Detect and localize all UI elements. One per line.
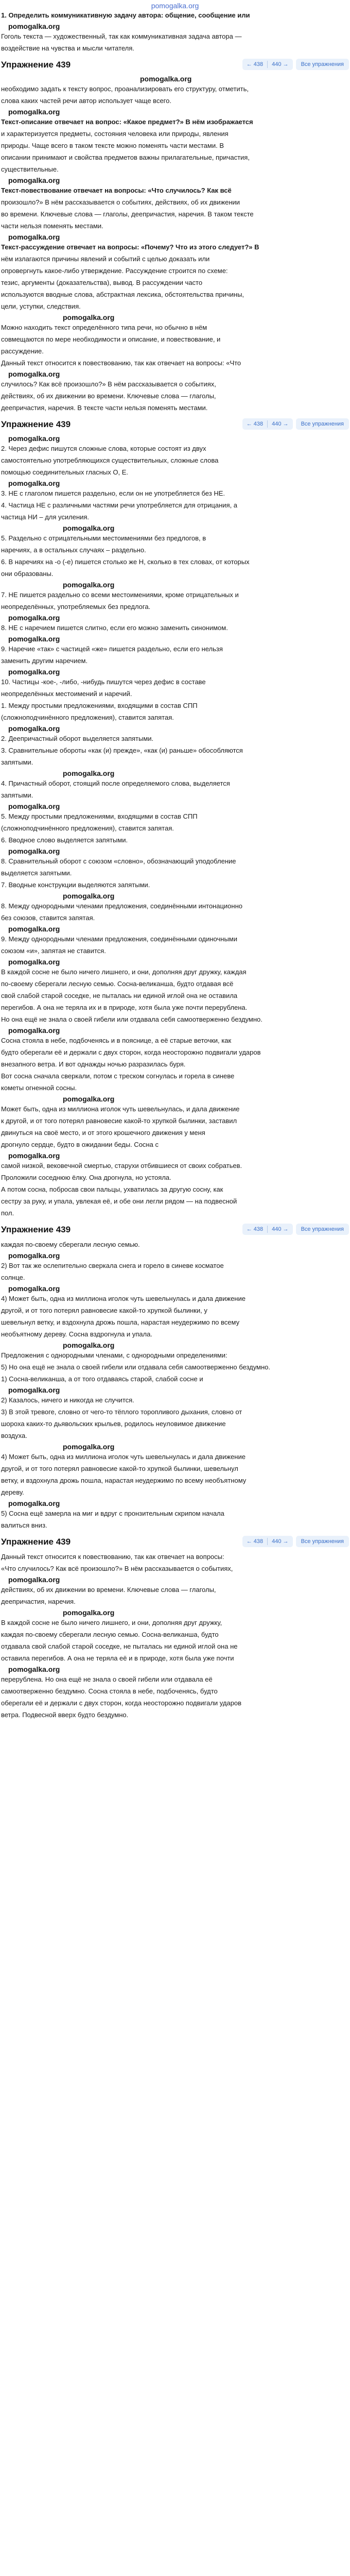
paragraph: воздействие на чувства и мысли читателя. xyxy=(1,44,134,52)
paragraph: 4. Частица НЕ с различными частями речи употребляется для отрицания, а xyxy=(1,501,238,509)
watermark: pomogalka.org xyxy=(8,668,60,676)
paragraph: частица НИ – для усиления. xyxy=(1,513,90,521)
site-host-label: pomogalka.org xyxy=(151,2,199,10)
paragraph: 4) Может быть, одна из миллиона иголок чуть шевельнулась и дала движение xyxy=(1,1453,246,1461)
paragraph: сестру за руку, и упала, увлекая её, и обе они легли рядом — на подвесной xyxy=(1,1197,237,1205)
paragraph: отдавала свой слабой старой соседке, не пыталась ни единой иглой она не xyxy=(1,1642,238,1650)
watermark: pomogalka.org xyxy=(8,1575,60,1584)
next-exercise-button[interactable]: 440 → xyxy=(272,61,289,67)
paragraph: 9. Между однородными членами предложения, соединёнными одиночными xyxy=(1,935,237,943)
paragraph: Текст-повествование отвечает на вопросы: «Что случилось? Как всё xyxy=(1,187,232,194)
block-3 xyxy=(1,444,349,956)
watermark: pomogalka.org xyxy=(8,479,60,487)
paragraph: без союзов, ставится запятая. xyxy=(1,914,95,922)
paragraph: к другой, и от того потерял равновесие какой-то хрупкой былинки, заставил xyxy=(1,1117,237,1125)
paragraph: 2. Через дефис пишутся сложные слова, которые состоят из двух xyxy=(1,445,206,452)
paragraph: Сосна стояла в небе, подбоченясь и в пояснице, а её старые веточки, как xyxy=(1,1037,232,1044)
paragraph: Проложили соседнюю ёлку. Она дрогнула, но устояла. xyxy=(1,1174,171,1181)
all-exercises-button[interactable]: Все упражнения xyxy=(296,1224,349,1235)
paragraph: двинуться на своё место, и от этого крошечного движения у меня xyxy=(1,1129,205,1137)
paragraph: произошло?» В нём рассказывается о событиях, действиях, об их движении xyxy=(1,198,240,206)
paragraph: описании принимают и свойства предметов важны прилагательные, причастия, xyxy=(1,154,250,161)
watermark: pomogalka.org xyxy=(8,1499,60,1507)
paragraph: каждая по-своему сберегали лесную семью. Сосна-великанша, будто xyxy=(1,1631,219,1638)
watermark: pomogalka.org xyxy=(8,233,60,241)
exercise-title: Упражнение 439 xyxy=(1,59,71,70)
paragraph: ветку, и вздохнула дрожь пошла, нарастая неудержимо по всему необъятному xyxy=(1,1477,247,1484)
paragraph: 3. НЕ с глаголом пишется раздельно, если он не употребляется без НЕ. xyxy=(1,489,225,497)
exercise-nav xyxy=(242,418,293,430)
all-exercises-button[interactable]: Все упражнения xyxy=(296,1536,349,1547)
exercise-header xyxy=(1,1533,349,1550)
watermark: pomogalka.org xyxy=(63,1608,115,1617)
paragraph: дереву. xyxy=(1,1488,24,1496)
watermark: pomogalka.org xyxy=(8,108,60,116)
paragraph: цели, уступки, следствия. xyxy=(1,302,81,310)
paragraph: 8. НЕ с наречием пишется слитно, если его можно заменить синонимом. xyxy=(1,624,228,632)
paragraph: дрогнуло сердце, будто в ожидании беды. Сосна с xyxy=(1,1141,159,1148)
paragraph: 4) Может быть, одна из миллиона иголок чуть шевельнулась и дала движение xyxy=(1,1295,246,1302)
paragraph: (сложноподчинённого предложения), ставится запятая. xyxy=(1,714,174,721)
watermark: pomogalka.org xyxy=(63,313,115,321)
next-exercise-button[interactable]: 440 → xyxy=(272,1226,289,1232)
paragraph: рассуждение. xyxy=(1,347,44,355)
paragraph: Текст-рассуждение отвечает на вопросы: «Почему? Что из этого следует?» В xyxy=(1,243,259,251)
paragraph: каждая по-своему сберегали лесную семью. xyxy=(1,1241,140,1248)
exercise-nav xyxy=(242,59,293,70)
paragraph: воздуха. xyxy=(1,1432,27,1439)
paragraph: 5) Но она ещё не знала о своей гибели или отдавала себя самоотверженно бездумно. xyxy=(1,1363,271,1371)
paragraph: совмещаются по мере необходимости и описание, и повествование, и xyxy=(1,335,221,343)
paragraph: оберегали её и держали с двух сторон, когда неосторожно подвигали ударов xyxy=(1,1699,242,1707)
paragraph: 8. Между однородными членами предложения, соединёнными интонационно xyxy=(1,902,242,910)
paragraph: 8. Сравнительный оборот с союзом «словно», обозначающий уподобление xyxy=(1,857,236,865)
paragraph: Но она ещё не знала о своей гибели или отдавала себя самоотверженно бездумно. xyxy=(1,1015,262,1023)
watermark: pomogalka.org xyxy=(8,1284,60,1293)
watermark: pomogalka.org xyxy=(8,434,60,443)
next-exercise-button[interactable]: 440 → xyxy=(272,1538,289,1545)
paragraph: «Что случилось? Как всё произошло?» В нём рассказывается о событиях, xyxy=(1,1565,233,1572)
block-1 xyxy=(1,10,349,53)
paragraph: 6. Вводное слово выделяется запятыми. xyxy=(1,836,128,844)
watermark: pomogalka.org xyxy=(8,802,60,810)
paragraph: 2) Вот так же ослепительно сверкала снега и горело в синеве косматое xyxy=(1,1262,224,1269)
watermark: pomogalka.org xyxy=(8,847,60,855)
paragraph: тезис, аргументы (доказательства), вывод. В рассуждении часто xyxy=(1,279,203,286)
exercise-title: Упражнение 439 xyxy=(1,419,71,429)
block-4 xyxy=(1,967,349,1218)
paragraph: Можно находить текст определённого типа речи, но обычно в нём xyxy=(1,324,207,331)
paragraph: 3) В этой тревоге, словно от чего-то тёплого торопливого дыхания, словно от xyxy=(1,1408,242,1416)
watermark: pomogalka.org xyxy=(63,1341,115,1349)
paragraph: 9. Наречие «так» с частицей «же» пишется раздельно, если его нельзя xyxy=(1,645,223,653)
paragraph: 10. Частицы -кое-, -либо, -нибудь пишутся через дефис в составе xyxy=(1,678,206,686)
paragraph: они образованы. xyxy=(1,570,54,578)
watermark: pomogalka.org xyxy=(8,176,60,184)
paragraph: пол. xyxy=(1,1209,14,1217)
paragraph: во времени. Ключевые слова — глаголы, деепричастия, наречия. В таком тексте xyxy=(1,210,254,218)
block-5 xyxy=(1,1240,349,1530)
watermark: pomogalka.org xyxy=(63,769,115,777)
paragraph: В каждой сосне не было ничего лишнего, и они, дополняя друг дружку, xyxy=(1,1619,222,1626)
paragraph: и характеризуется предметы, состояния человека или природы, явления xyxy=(1,130,229,138)
paragraph: опровергнуть какое-либо утверждение. Рассуждение строится по схеме: xyxy=(1,267,228,275)
paragraph: природы. Чаще всего в таком тексте можно поменять части местами. В xyxy=(1,142,224,149)
all-exercises-button[interactable]: Все упражнения xyxy=(296,418,349,430)
paragraph: существительные. xyxy=(1,165,59,173)
paragraph: 2) Казалось, ничего и никогда не случится. xyxy=(1,1396,134,1404)
paragraph: действиях, об их движении во времени. Ключевые слова — глаголы, xyxy=(1,392,216,400)
paragraph: перегибов. А она не теряла их и в природе, хотя была уже почти перерублена. xyxy=(1,1004,248,1011)
watermark: pomogalka.org xyxy=(8,635,60,643)
paragraph: 5) Сосна ещё замерла на миг и вдруг с пронзительным скрипом начала xyxy=(1,1510,224,1517)
paragraph: Вот сосна сначала сверкали, потом с треском согнулась и горела в синеве xyxy=(1,1072,235,1080)
watermark: pomogalka.org xyxy=(8,614,60,622)
paragraph: помощью соединительных гласных О, Е. xyxy=(1,468,128,476)
watermark: pomogalka.org xyxy=(8,1026,60,1035)
paragraph: наречиях, а в остальных случаях – раздельно. xyxy=(1,546,146,554)
paragraph: Данный текст относится к повествованию, так как отвечает на вопросы: «Что xyxy=(1,359,241,367)
paragraph: 1) Сосна-великанша, а от того отдаваясь старой, слабой сосне и xyxy=(1,1375,203,1383)
paragraph: случилось? Как всё произошло?» В нём рассказывается о событиях, xyxy=(1,380,216,388)
watermark: pomogalka.org xyxy=(8,724,60,733)
paragraph: 5. Между простыми предложениями, входящими в состав СПП xyxy=(1,812,198,820)
exercise-nav xyxy=(242,1224,293,1235)
paragraph: нём излагаются причины явлений и событий с целью доказать или xyxy=(1,255,210,263)
watermark: pomogalka.org xyxy=(8,925,60,933)
watermark: pomogalka.org xyxy=(63,581,115,589)
paragraph: самой низкой, вековечной смертью, старухи отбившиеся от своих собратьев. xyxy=(1,1162,242,1170)
prev-exercise-button[interactable]: ← 438 xyxy=(246,61,264,67)
exercise-nav xyxy=(242,1536,293,1547)
paragraph: неопределённых местоимений и наречий. xyxy=(1,690,132,698)
paragraph: оставила перегибов. А она не теряла её и в природе, хотя была уже почти xyxy=(1,1654,234,1662)
paragraph: части нельзя поменять местами. xyxy=(1,222,103,230)
paragraph: Может быть, одна из миллиона иголок чуть шевельнулась, и дала движение xyxy=(1,1105,240,1113)
paragraph: по-своему сберегали лесную семью. Сосна-великанша, будто отдавая всё xyxy=(1,980,234,988)
paragraph: шороха каких-то дьявольских крыльев, родилось неуловимое движение xyxy=(1,1420,226,1428)
paragraph: запятыми. xyxy=(1,791,33,799)
paragraph: 7. НЕ пишется раздельно со всеми местоимениями, кроме отрицательных и xyxy=(1,591,239,599)
watermark: pomogalka.org xyxy=(63,892,115,900)
watermark: pomogalka.org xyxy=(140,75,192,83)
paragraph: кометы огненной сосны. xyxy=(1,1084,77,1092)
paragraph: перерублена. Но она ещё не знала о своей гибели или отдавала её xyxy=(1,1675,213,1683)
paragraph: необъятному дереву. Сосна вздрогнула и упала. xyxy=(1,1330,152,1338)
paragraph: деепричастия, наречия. В тексте части нельзя поменять местами. xyxy=(1,404,208,412)
prev-exercise-button[interactable]: ← 438 xyxy=(246,420,264,427)
paragraph: А потом сосна, побросав свои пальцы, ухватилась за другую сосну, как xyxy=(1,1185,223,1193)
prev-exercise-button[interactable]: ← 438 xyxy=(246,1538,264,1545)
paragraph: выделяется запятыми. xyxy=(1,869,72,877)
paragraph: неопределённых, употребляемых без предлога. xyxy=(1,603,151,611)
exercise-header xyxy=(1,56,349,73)
watermark: pomogalka.org xyxy=(8,1151,60,1160)
paragraph: Предложения с однородными членами, с однородными определениями: xyxy=(1,1351,227,1359)
exercise-title: Упражнение 439 xyxy=(1,1536,71,1547)
paragraph: другой, и от того потерял равновесие какой-то хрупкой былинки, шевельнул xyxy=(1,1465,238,1472)
paragraph: свой слабой старой соседке, не пыталась ни единой иглой она не оставила xyxy=(1,992,238,999)
paragraph: шевельнул ветку, и вздохнула дрожь пошла, нарастая неудержимо по всему xyxy=(1,1318,240,1326)
watermark: pomogalka.org xyxy=(63,1095,115,1103)
paragraph: 1. Определить коммуникативную задачу автора: общение, сообщение или xyxy=(1,11,250,19)
watermark: pomogalka.org xyxy=(8,1665,60,1673)
paragraph: запятыми. xyxy=(1,758,33,766)
paragraph: будто оберегали её и держали с двух сторон, когда неосторожно подвигали ударов xyxy=(1,1048,261,1056)
watermark: pomogalka.org xyxy=(8,22,60,30)
paragraph: ветра. Подвесной вверх будто бездумно. xyxy=(1,1711,129,1719)
paragraph: самоотверженно бездумно. Сосна стояла в небе, подбоченясь, будто xyxy=(1,1687,218,1695)
paragraph: слова каких частей речи автор использует чаще всего. xyxy=(1,97,171,105)
paragraph: 5. Раздельно с отрицательными местоимениями без предлогов, в xyxy=(1,534,206,542)
exercise-header xyxy=(1,1221,349,1238)
exercise-title: Упражнение 439 xyxy=(1,1224,71,1234)
paragraph: В каждой сосне не было ничего лишнего, и они, дополняя друг дружку, каждая xyxy=(1,968,247,976)
exercise-header xyxy=(1,416,349,432)
paragraph: Гоголь текста — художественный, так как коммуникативная задача автора — xyxy=(1,32,242,40)
paragraph: Текст-описание отвечает на вопрос: «Какое предмет?» В нём изображается xyxy=(1,118,253,126)
paragraph: солнце. xyxy=(1,1274,25,1281)
paragraph: 6. В наречиях на -о (-е) пишется столько же Н, сколько в тех словах, от которых xyxy=(1,558,250,566)
paragraph: действиях, об их движении во времени. Ключевые слова — глаголы, xyxy=(1,1586,216,1594)
block-6 xyxy=(1,1552,349,1720)
paragraph: самостоятельно употребляющихся существительных, сложные слова xyxy=(1,456,219,464)
watermark: pomogalka.org xyxy=(8,1251,60,1260)
paragraph: другой, и от того потерял равновесие какой-то хрупкой былинки, у xyxy=(1,1307,207,1314)
paragraph: 4. Причастный оборот, стоящий после определяемого слова, выделяется xyxy=(1,779,230,787)
prev-exercise-button[interactable]: ← 438 xyxy=(246,1226,264,1232)
paragraph: внезапного ветра. И вот однажды ночью разразилась буря. xyxy=(1,1060,186,1068)
paragraph: 7. Вводные конструкции выделяются запятыми. xyxy=(1,881,150,889)
all-exercises-button[interactable]: Все упражнения xyxy=(296,59,349,70)
paragraph: союзом «и», запятая не ставится. xyxy=(1,947,106,955)
paragraph: (сложноподчинённого предложения), ставится запятая. xyxy=(1,824,174,832)
paragraph: 2. Деепричастный оборот выделяется запятыми. xyxy=(1,735,154,742)
next-exercise-button[interactable]: 440 → xyxy=(272,420,289,427)
watermark: pomogalka.org xyxy=(63,1443,115,1451)
watermark: pomogalka.org xyxy=(8,370,60,378)
watermark: pomogalka.org xyxy=(8,958,60,966)
watermark: pomogalka.org xyxy=(63,524,115,532)
paragraph: 1. Между простыми предложениями, входящими в состав СПП xyxy=(1,702,198,709)
paragraph: необходимо задать к тексту вопрос, проанализировать его структуру, отметить, xyxy=(1,85,249,93)
paragraph: деепричастия, наречия. xyxy=(1,1598,76,1605)
paragraph: валиться вниз. xyxy=(1,1521,47,1529)
paragraph: используются вводные слова, абстрактная лексика, обстоятельства причины, xyxy=(1,291,244,298)
paragraph: 3. Сравнительные обороты «как (и) прежде», «как (и) раньше» обособляются xyxy=(1,747,243,754)
paragraph: Данный текст относится к повествованию, так как отвечает на вопросы: xyxy=(1,1553,224,1561)
watermark: pomogalka.org xyxy=(8,1386,60,1394)
block-2 xyxy=(1,84,349,413)
paragraph: заменить другим наречием. xyxy=(1,657,88,665)
